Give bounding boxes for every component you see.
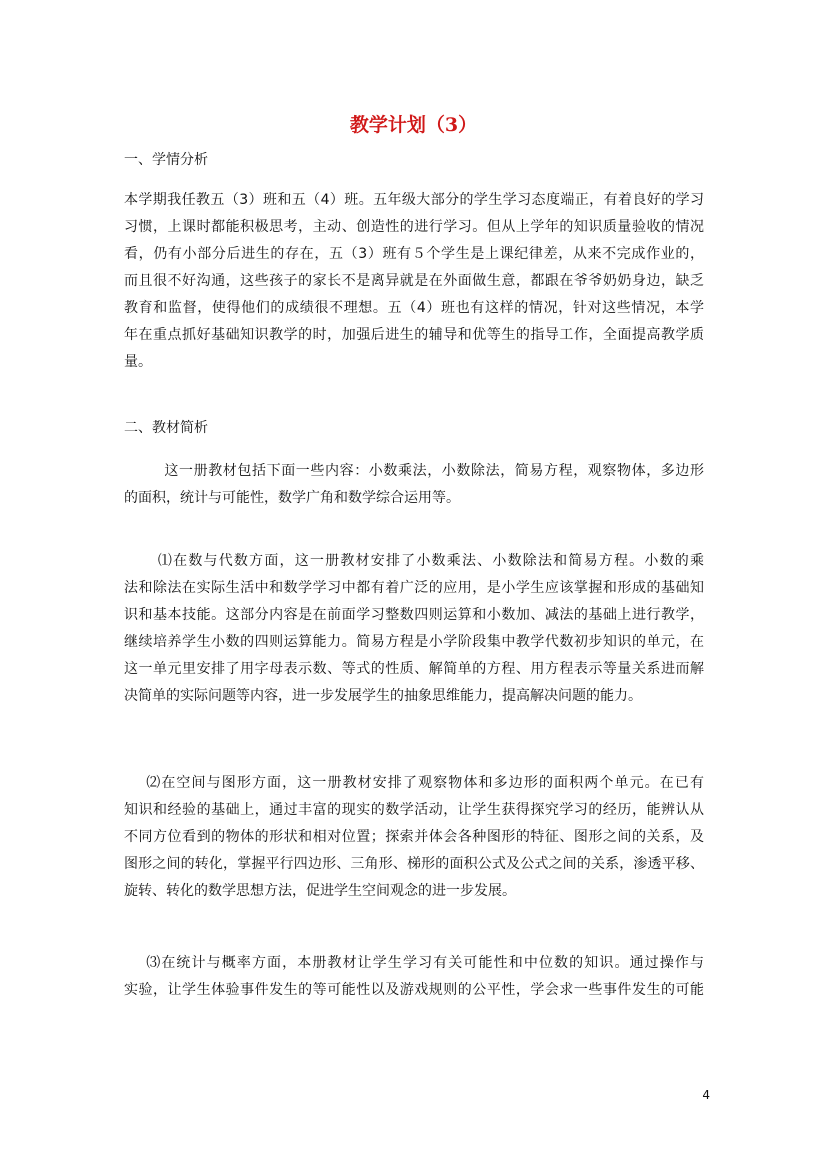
text-line: 这一册教材包括下面一些内容：小数乘法，小数除法，简易方程，观察物体，多边形 [124, 463, 704, 479]
paragraph-student-analysis [124, 187, 704, 376]
document-title: 教学计划（3） [349, 114, 478, 136]
text-line: 法和除法在实际生活中和数学学习中都有着广泛的应用，是小学生应该掌握和形成的基础知 [124, 580, 704, 596]
text-line: 实验，让学生体验事件发生的等可能性以及游戏规则的公平性，学会求一些事件发生的可能 [124, 982, 704, 998]
text-line: 量。 [124, 354, 152, 370]
text-line: 习惯，上课时都能积极思考，主动、创造性的进行学习。但从上学年的知识质量验收的情况 [124, 219, 704, 235]
text-line: 的面积，统计与可能性，数学广角和数学综合运用等。 [124, 490, 460, 506]
text-line: ⑴在数与代数方面，这一册教材安排了小数乘法、小数除法和简易方程。小数的乘 [124, 553, 704, 569]
text-line: 不同方位看到的物体的形状和相对位置；探索并体会各种图形的特征、图形之间的关系，及 [124, 829, 704, 845]
page-number: 4 [702, 1088, 710, 1102]
text-line: 图形之间的转化，掌握平行四边形、三角形、梯形的面积公式及公式之间的关系，渗透平移、 [124, 856, 704, 872]
paragraph-number-algebra [124, 548, 704, 710]
text-line: 继续培养学生小数的四则运算能力。简易方程是小学阶段集中教学代数初步知识的单元，在 [124, 634, 704, 650]
paragraph-textbook-contents [124, 458, 704, 512]
text-line: ⑶在统计与概率方面，本册教材让学生学习有关可能性和中位数的知识。通过操作与 [124, 955, 704, 971]
text-line: 这一单元里安排了用字母表示数、等式的性质、解简单的方程、用方程表示等量关系进而解 [124, 661, 704, 677]
section-heading-analysis: 一、学情分析 [124, 152, 208, 168]
text-line: 本学期我任教五（3）班和五（4）班。五年级大部分的学生学习态度端正，有着良好的学习 [124, 192, 704, 208]
text-line: ⑵在空间与图形方面，这一册教材安排了观察物体和多边形的面积两个单元。在已有 [124, 775, 704, 791]
text-line: 年在重点抓好基础知识教学的时，加强后进生的辅导和优等生的指导工作，全面提高教学质 [124, 327, 704, 343]
text-line: 决简单的实际问题等内容，进一步发展学生的抽象思维能力，提高解决问题的能力。 [124, 688, 642, 704]
text-line: 识和基本技能。这部分内容是在前面学习整数四则运算和小数加、减法的基础上进行教学， [124, 607, 704, 623]
text-line: 知识和经验的基础上，通过丰富的现实的数学活动，让学生获得探究学习的经历，能辨认从 [124, 802, 704, 818]
text-line: 教育和监督，使得他们的成绩很不理想。五（4）班也有这样的情况，针对这些情况，本学 [124, 300, 704, 316]
text-line: 看，仍有小部分后进生的存在，五（3）班有５个学生是上课纪律差，从来不完成作业的， [124, 246, 704, 262]
section-heading-textbook: 二、教材简析 [124, 420, 208, 436]
text-line: 而且很不好沟通，这些孩子的家长不是离异就是在外面做生意，都跟在爷爷奶奶身边，缺乏 [124, 273, 704, 289]
text-line: 旋转、转化的数学思想方法，促进学生空间观念的进一步发展。 [124, 883, 516, 899]
paragraph-statistics-probability [124, 950, 704, 1004]
paragraph-space-geometry [124, 770, 704, 905]
